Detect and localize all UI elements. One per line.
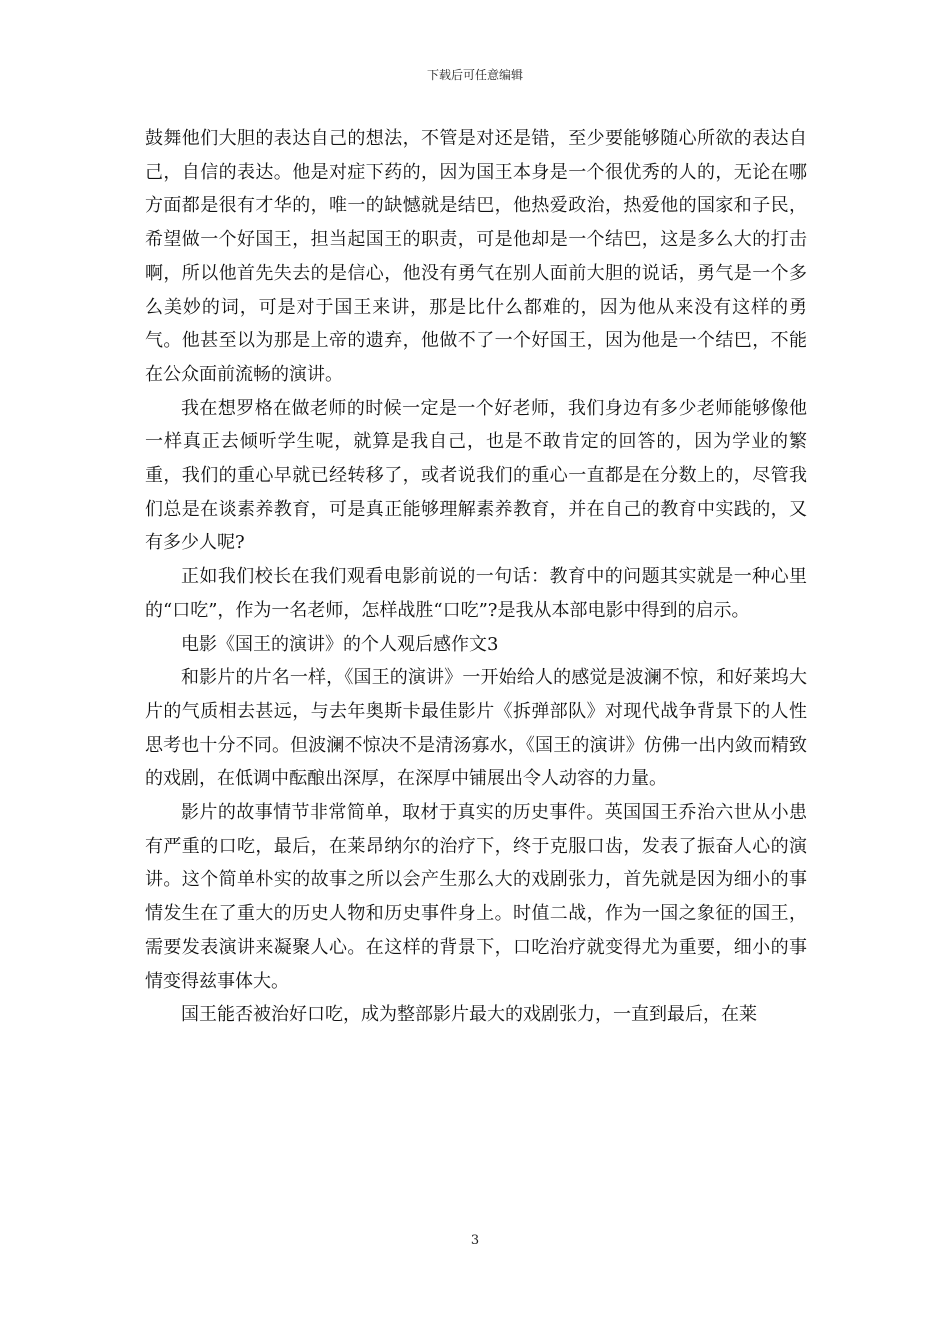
paragraph: 我在想罗格在做老师的时候一定是一个好老师，我们身边有多少老师能够像他一样真正去倾听学生呢，就算是我自己，也是不敢肯定的回答的，因为学业的繁重，我们的重心早就已经转移了，或者说我们的重心一直都是在分数上的，尽管我们总是在谈素养教育，可是真正能够理解素养教育，并在自己的教育中实践的，又有多少人呢? — [145, 397, 807, 554]
document-body — [145, 122, 807, 1032]
page-number: 3 — [470, 1233, 480, 1248]
paragraph: 影片的故事情节非常简单，取材于真实的历史事件。英国国王乔治六世从小患有严重的口吃，最后，在莱昂纳尔的治疗下，终于克服口齿，发表了振奋人心的演讲。这个简单朴实的故事之所以会产生那么大的戏剧张力，首先就是因为细小的事情发生在了重大的历史人物和历史事件身上。时值二战，作为一国之象征的国王，需要发表演讲来凝聚人心。在这样的背景下，口吃治疗就变得尤为重要，细小的事情变得兹事体大。 — [145, 802, 807, 992]
page-header: 下载后可任意编辑 — [426, 68, 523, 82]
paragraph: 正如我们校长在我们观看电影前说的一句话：教育中的问题其实就是一种心里的“口吃”，作为一名老师，怎样战胜“口吃”?是我从本部电影中得到的启示。 — [145, 566, 807, 621]
paragraph: 国王能否被治好口吃，成为整部影片最大的戏剧张力，一直到最后，在莱 — [181, 1004, 757, 1026]
paragraph: 和影片的片名一样，《国王的演讲》一开始给人的感觉是波澜不惊，和好莱坞大片的气质相去甚远，与去年奥斯卡最佳影片《拆弹部队》对现代战争背景下的人性思考也十分不同。但波澜不惊决不是清汤寡水，《国王的演讲》仿佛一出内敛而精致的戏剧，在低调中酝酿出深厚，在深厚中铺展出令人动容的力量。 — [145, 667, 807, 790]
paragraph-continued: 鼓舞他们大胆的表达自己的想法，不管是对还是错，至少要能够随心所欲的表达自己，自信的表达。他是对症下药的，因为国王本身是一个很优秀的人的，无论在哪方面都是很有才华的，唯一的缺憾就是结巴，他热爱政治，热爱他的国家和子民，希望做一个好国王，担当起国王的职责，可是他却是一个结巴，这是多么大的打击啊，所以他首先失去的是信心，他没有勇气在别人面前大胆的说话，勇气是一个多么美妙的词，可是对于国王来讲，那是比什么都难的，因为他从来没有这样的勇气。他甚至以为那是上帝的遗弃，他做不了一个好国王，因为他是一个结巴，不能在公众面前流畅的演讲。 — [145, 128, 807, 385]
section-heading: 电影《国王的演讲》的个人观后感作文3 — [181, 633, 499, 655]
